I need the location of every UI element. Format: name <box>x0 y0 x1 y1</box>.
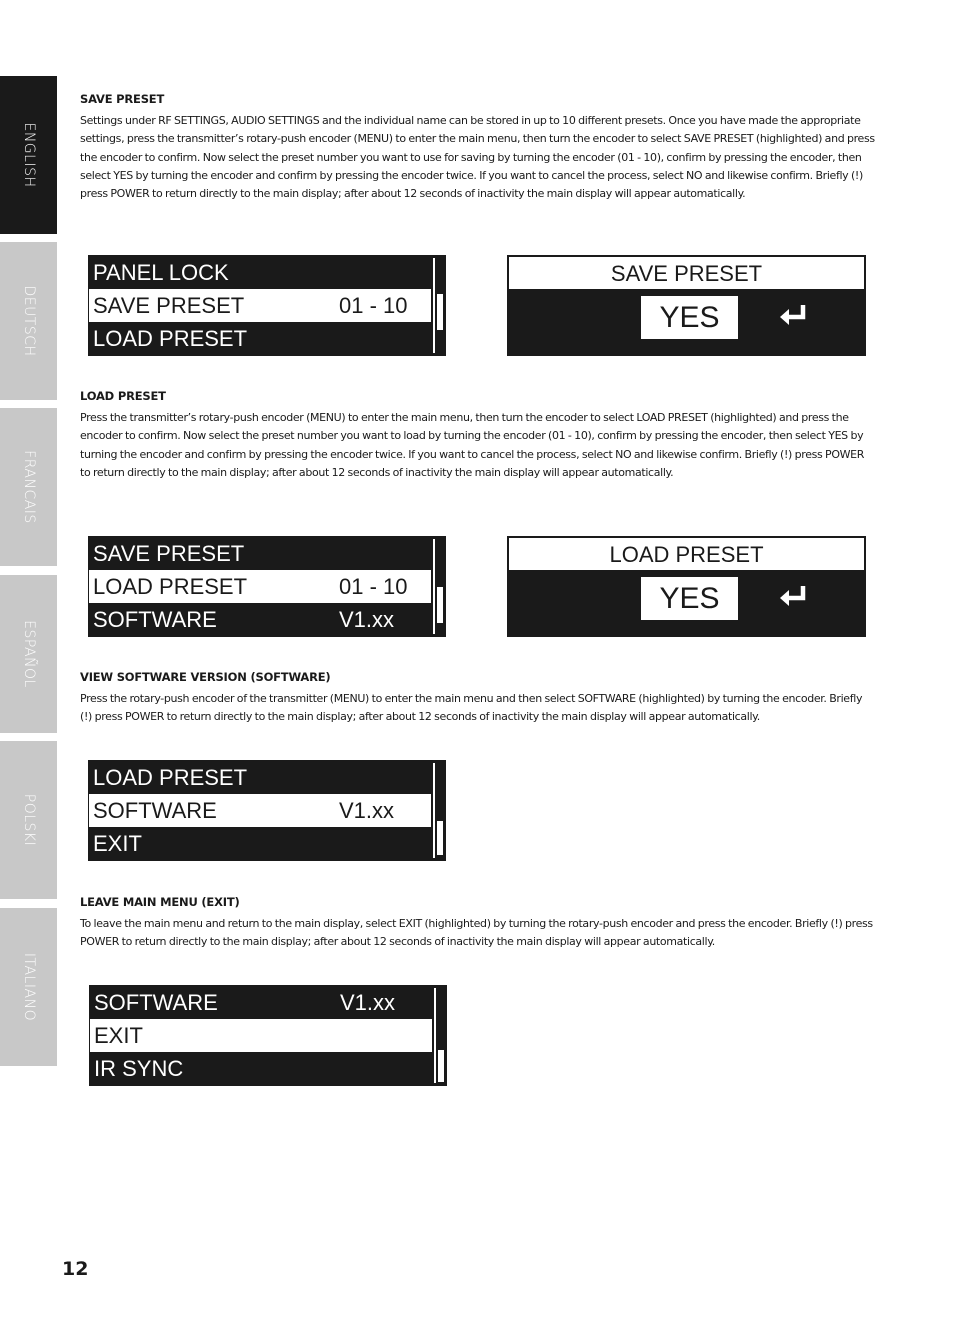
menu-row-highlighted: SOFTWARE V1.xx <box>89 794 431 827</box>
menu-row: SOFTWARE V1.xx <box>94 990 396 1015</box>
section-exit <box>80 895 875 952</box>
scrollbar-thumb <box>437 821 443 855</box>
tab-espanol[interactable]: ESPAÑOL <box>0 575 57 733</box>
enter-icon <box>778 583 810 609</box>
menu-row-highlighted: LOAD PRESET 01 - 10 <box>89 570 431 603</box>
tab-francais[interactable]: FRANCAIS <box>0 408 57 566</box>
scrollbar-thumb <box>437 587 443 623</box>
menu-row: EXIT <box>93 831 142 856</box>
yes-option: YES <box>641 296 738 339</box>
section-heading: SAVE PRESET <box>80 92 165 106</box>
menu-row: SOFTWARE V1.xx <box>93 607 395 632</box>
menu-display-exit <box>89 985 447 1086</box>
section-software <box>80 670 875 727</box>
dialog-title: LOAD PRESET <box>509 538 864 570</box>
scrollbar <box>433 763 443 858</box>
menu-row-highlighted: SAVE PRESET 01 - 10 <box>89 289 431 322</box>
tab-italiano[interactable]: ITALIANO <box>0 908 57 1066</box>
yes-option: YES <box>641 577 738 620</box>
section-heading: LEAVE MAIN MENU (EXIT) <box>80 895 240 909</box>
section-body: To leave the main menu and return to the main display, select EXIT (highlighted) by turning the rotary-push encoder and press the encoder. Briefly (!) press POWER to return directly to the main display; after about 12 seconds of inactivity the main display will appear automatically. <box>80 917 873 949</box>
scrollbar <box>434 988 444 1083</box>
menu-row: LOAD PRESET <box>93 326 248 351</box>
menu-row: PANEL LOCK <box>93 260 229 285</box>
section-body: Press the rotary-push encoder of the transmitter (MENU) to enter the main menu and then select SOFTWARE (highlighted) by turning the encoder. Briefly (!) press POWER to return directly to the main display; after about 12 seconds of inactivity the main display will appear automatically. <box>80 692 863 724</box>
section-heading: VIEW SOFTWARE VERSION (SOFTWARE) <box>80 670 331 684</box>
confirm-dialog-load-preset <box>507 536 866 637</box>
scrollbar <box>433 539 443 634</box>
menu-display-save-preset <box>88 255 446 356</box>
confirm-dialog-save-preset <box>507 255 866 356</box>
scrollbar-thumb <box>438 1050 444 1082</box>
dialog-title: SAVE PRESET <box>509 257 864 289</box>
page-number: 12 <box>62 1258 89 1280</box>
section-body: Press the transmitter’s rotary-push encoder (MENU) to enter the main menu, then turn the encoder to select LOAD PRESET (highlighted) and press the encoder to confirm. Now select the preset number you want to load by turning the encoder (01 - 10), confirm by pressing the encoder, then select YES by turning the encoder and confirm by pressing the encoder twice. If you want to cancel the process, select NO and likewise confirm. Briefly (!) press POWER to return directly to the main display; after about 12 seconds of inactivity the main display will appear automatically. <box>80 411 865 479</box>
tab-english[interactable]: ENGLISH <box>0 76 57 234</box>
section-save-preset <box>80 92 875 203</box>
menu-display-software <box>88 760 446 861</box>
tab-deutsch[interactable]: DEUTSCH <box>0 242 57 400</box>
section-load-preset <box>80 389 875 482</box>
section-heading: LOAD PRESET <box>80 389 166 403</box>
enter-icon <box>778 302 810 328</box>
scrollbar-thumb <box>437 294 443 330</box>
menu-display-load-preset <box>88 536 446 637</box>
tab-polski[interactable]: POLSKI <box>0 741 57 899</box>
scrollbar <box>433 258 443 353</box>
menu-row: SAVE PRESET <box>93 541 245 566</box>
section-body: Settings under RF SETTINGS, AUDIO SETTINGS and the individual name can be stored in up to 10 different presets. Once you have made the appropriate settings, press the transmitter’s rotary-push encoder (MENU) to enter the main menu, then turn the encoder to select SAVE PRESET (highlighted) and press the encoder to confirm. Now select the preset number you want to use for saving by turning the encoder (01 - 10), confirm by pressing the encoder, then select YES by turning the encoder and confirm by pressing the encoder twice. If you want to cancel the process, select NO and likewise confirm. Briefly (!) press POWER to return directly to the main display; after about 12 seconds of inactivity the main display will appear automatically. <box>80 114 875 201</box>
menu-row-highlighted: EXIT <box>90 1019 432 1052</box>
menu-row: IR SYNC <box>94 1056 184 1081</box>
menu-row: LOAD PRESET <box>93 765 248 790</box>
